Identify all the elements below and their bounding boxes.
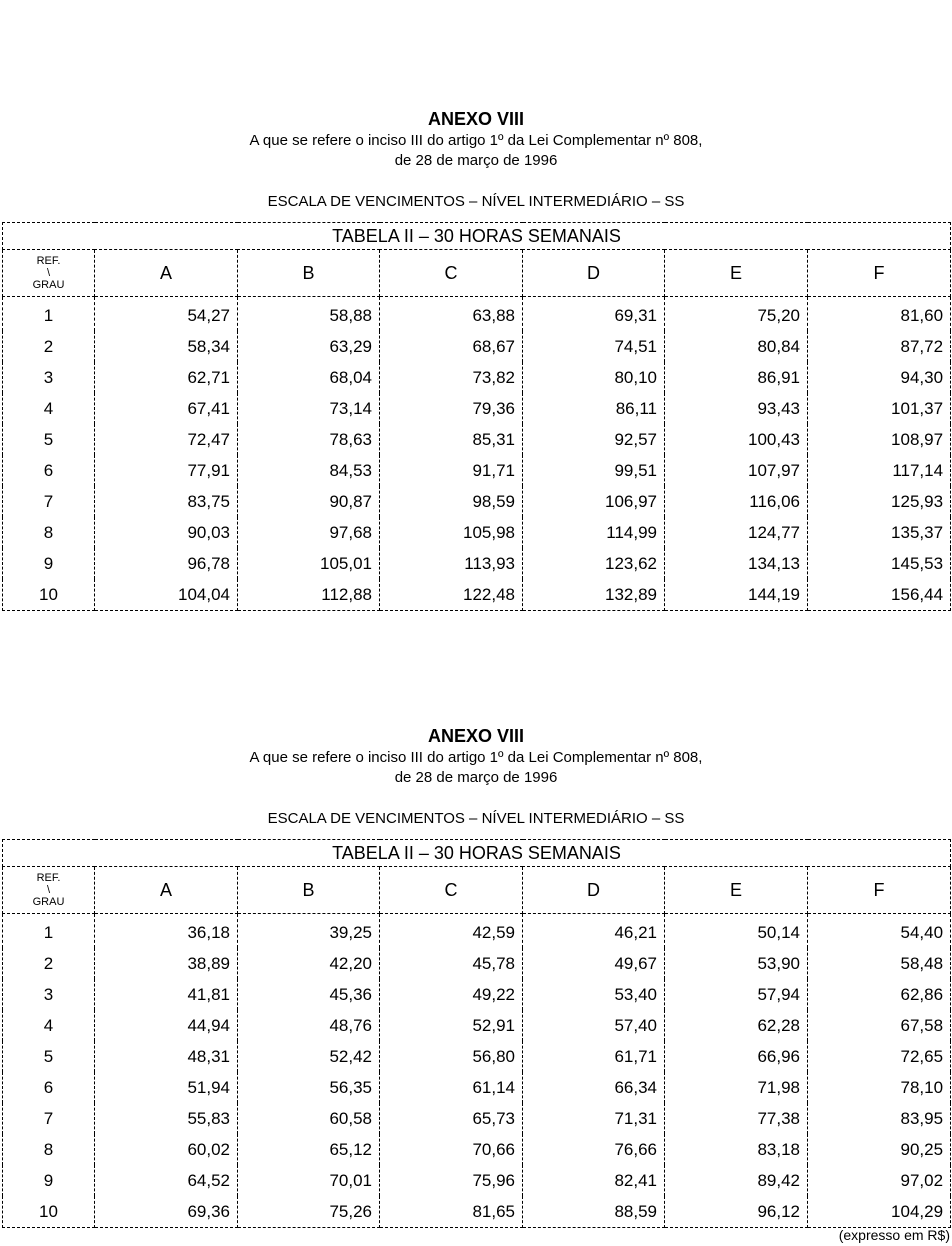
column-header: C xyxy=(380,867,523,914)
value-cell: 86,11 xyxy=(523,393,665,424)
value-cell: 62,28 xyxy=(665,1010,808,1041)
scale-title: ESCALA DE VENCIMENTOS – NÍVEL INTERMEDIÁRIO – SS xyxy=(267,810,685,827)
value-cell: 84,53 xyxy=(238,455,380,486)
value-cell: 78,10 xyxy=(808,1072,951,1103)
table-row xyxy=(3,914,951,949)
value-cell: 69,36 xyxy=(95,1196,238,1228)
ref-cell: 8 xyxy=(3,517,95,548)
value-cell: 72,65 xyxy=(808,1041,951,1072)
table-row xyxy=(3,1103,951,1134)
ref-grau-label: REF. xyxy=(36,255,61,267)
column-header: B xyxy=(238,867,380,914)
table-row xyxy=(3,548,951,579)
ref-cell: 9 xyxy=(3,548,95,579)
salary-table xyxy=(2,222,951,611)
table-row xyxy=(3,1196,951,1228)
table-title: TABELA II – 30 HORAS SEMANAIS xyxy=(3,840,951,867)
value-cell: 75,26 xyxy=(238,1196,380,1228)
value-cell: 106,97 xyxy=(523,486,665,517)
value-cell: 70,01 xyxy=(238,1165,380,1196)
value-cell: 71,98 xyxy=(665,1072,808,1103)
ref-cell: 8 xyxy=(3,1134,95,1165)
table-row xyxy=(3,579,951,611)
value-cell: 45,36 xyxy=(238,979,380,1010)
ref-grau-label: GRAU xyxy=(32,279,65,291)
table-row xyxy=(3,424,951,455)
value-cell: 67,41 xyxy=(95,393,238,424)
value-cell: 57,94 xyxy=(665,979,808,1010)
value-cell: 65,12 xyxy=(238,1134,380,1165)
value-cell: 58,88 xyxy=(238,297,380,332)
value-cell: 75,96 xyxy=(380,1165,523,1196)
ref-cell: 2 xyxy=(3,331,95,362)
ref-cell: 4 xyxy=(3,1010,95,1041)
value-cell: 96,12 xyxy=(665,1196,808,1228)
ref-cell: 5 xyxy=(3,424,95,455)
value-cell: 156,44 xyxy=(808,579,951,611)
value-cell: 62,71 xyxy=(95,362,238,393)
table-row xyxy=(3,1010,951,1041)
value-cell: 83,75 xyxy=(95,486,238,517)
value-cell: 41,81 xyxy=(95,979,238,1010)
value-cell: 44,94 xyxy=(95,1010,238,1041)
value-cell: 36,18 xyxy=(95,914,238,949)
ref-cell: 1 xyxy=(3,297,95,332)
value-cell: 135,37 xyxy=(808,517,951,548)
value-cell: 107,97 xyxy=(665,455,808,486)
value-cell: 55,83 xyxy=(95,1103,238,1134)
value-cell: 81,65 xyxy=(380,1196,523,1228)
column-header: B xyxy=(238,250,380,297)
value-cell: 54,27 xyxy=(95,297,238,332)
column-header: C xyxy=(380,250,523,297)
value-cell: 80,10 xyxy=(523,362,665,393)
ref-cell: 10 xyxy=(3,579,95,611)
value-cell: 73,14 xyxy=(238,393,380,424)
value-cell: 74,51 xyxy=(523,331,665,362)
value-cell: 125,93 xyxy=(808,486,951,517)
annex-subtitle-line2: de 28 de março de 1996 xyxy=(394,769,558,786)
annex-subtitle-line1: A que se refere o inciso III do artigo 1º da Lei Complementar nº 808, xyxy=(249,749,703,766)
column-header: A xyxy=(95,867,238,914)
value-cell: 112,88 xyxy=(238,579,380,611)
ref-grau-label: \ xyxy=(46,884,51,896)
value-cell: 50,14 xyxy=(665,914,808,949)
annex-title: ANEXO VIII xyxy=(427,109,525,129)
ref-cell: 10 xyxy=(3,1196,95,1228)
value-cell: 114,99 xyxy=(523,517,665,548)
value-cell: 83,95 xyxy=(808,1103,951,1134)
value-cell: 51,94 xyxy=(95,1072,238,1103)
value-cell: 88,59 xyxy=(523,1196,665,1228)
value-cell: 38,89 xyxy=(95,948,238,979)
ref-cell: 2 xyxy=(3,948,95,979)
value-cell: 49,22 xyxy=(380,979,523,1010)
value-cell: 63,88 xyxy=(380,297,523,332)
ref-grau-label: GRAU xyxy=(32,896,65,908)
table-row xyxy=(3,486,951,517)
table-title: TABELA II – 30 HORAS SEMANAIS xyxy=(3,223,951,250)
column-header: D xyxy=(523,250,665,297)
value-cell: 42,59 xyxy=(380,914,523,949)
table-row xyxy=(3,948,951,979)
value-cell: 86,91 xyxy=(665,362,808,393)
table-row xyxy=(3,1041,951,1072)
value-cell: 73,82 xyxy=(380,362,523,393)
column-header: F xyxy=(808,867,951,914)
ref-cell: 1 xyxy=(3,914,95,949)
value-cell: 52,42 xyxy=(238,1041,380,1072)
value-cell: 132,89 xyxy=(523,579,665,611)
value-cell: 69,31 xyxy=(523,297,665,332)
value-cell: 87,72 xyxy=(808,331,951,362)
value-cell: 96,78 xyxy=(95,548,238,579)
value-cell: 77,91 xyxy=(95,455,238,486)
value-cell: 70,66 xyxy=(380,1134,523,1165)
value-cell: 104,29 xyxy=(808,1196,951,1228)
value-cell: 68,67 xyxy=(380,331,523,362)
value-cell: 48,31 xyxy=(95,1041,238,1072)
value-cell: 72,47 xyxy=(95,424,238,455)
value-cell: 61,14 xyxy=(380,1072,523,1103)
value-cell: 49,67 xyxy=(523,948,665,979)
value-cell: 90,03 xyxy=(95,517,238,548)
value-cell: 76,66 xyxy=(523,1134,665,1165)
ref-grau-label: REF. xyxy=(36,872,61,884)
value-cell: 105,01 xyxy=(238,548,380,579)
column-header: D xyxy=(523,867,665,914)
column-header: E xyxy=(665,250,808,297)
value-cell: 123,62 xyxy=(523,548,665,579)
value-cell: 89,42 xyxy=(665,1165,808,1196)
table-row xyxy=(3,455,951,486)
value-cell: 93,43 xyxy=(665,393,808,424)
ref-cell: 6 xyxy=(3,1072,95,1103)
value-cell: 45,78 xyxy=(380,948,523,979)
ref-cell: 9 xyxy=(3,1165,95,1196)
value-cell: 46,21 xyxy=(523,914,665,949)
table-row xyxy=(3,297,951,332)
value-cell: 68,04 xyxy=(238,362,380,393)
ref-cell: 5 xyxy=(3,1041,95,1072)
ref-grau-label: \ xyxy=(46,267,51,279)
value-cell: 57,40 xyxy=(523,1010,665,1041)
value-cell: 61,71 xyxy=(523,1041,665,1072)
value-cell: 62,86 xyxy=(808,979,951,1010)
value-cell: 77,38 xyxy=(665,1103,808,1134)
column-header: A xyxy=(95,250,238,297)
value-cell: 67,58 xyxy=(808,1010,951,1041)
value-cell: 66,34 xyxy=(523,1072,665,1103)
ref-cell: 3 xyxy=(3,362,95,393)
column-header: E xyxy=(665,867,808,914)
value-cell: 144,19 xyxy=(665,579,808,611)
ref-grau-header xyxy=(3,867,95,914)
ref-cell: 4 xyxy=(3,393,95,424)
value-cell: 122,48 xyxy=(380,579,523,611)
table-row xyxy=(3,1072,951,1103)
value-cell: 108,97 xyxy=(808,424,951,455)
value-cell: 56,35 xyxy=(238,1072,380,1103)
value-cell: 82,41 xyxy=(523,1165,665,1196)
value-cell: 99,51 xyxy=(523,455,665,486)
value-cell: 60,58 xyxy=(238,1103,380,1134)
value-cell: 54,40 xyxy=(808,914,951,949)
value-cell: 81,60 xyxy=(808,297,951,332)
column-header: F xyxy=(808,250,951,297)
ref-cell: 7 xyxy=(3,486,95,517)
value-cell: 52,91 xyxy=(380,1010,523,1041)
value-cell: 65,73 xyxy=(380,1103,523,1134)
value-cell: 117,14 xyxy=(808,455,951,486)
value-cell: 78,63 xyxy=(238,424,380,455)
value-cell: 97,02 xyxy=(808,1165,951,1196)
value-cell: 79,36 xyxy=(380,393,523,424)
value-cell: 42,20 xyxy=(238,948,380,979)
ref-grau-header xyxy=(3,250,95,297)
currency-footnote: (expresso em R$) xyxy=(838,1227,950,1243)
value-cell: 116,06 xyxy=(665,486,808,517)
annex-subtitle-line2: de 28 de março de 1996 xyxy=(394,152,558,169)
table-row xyxy=(3,1134,951,1165)
table-row xyxy=(3,362,951,393)
value-cell: 98,59 xyxy=(380,486,523,517)
value-cell: 63,29 xyxy=(238,331,380,362)
value-cell: 64,52 xyxy=(95,1165,238,1196)
annex-subtitle-line1: A que se refere o inciso III do artigo 1º da Lei Complementar nº 808, xyxy=(249,132,703,149)
value-cell: 39,25 xyxy=(238,914,380,949)
value-cell: 66,96 xyxy=(665,1041,808,1072)
annex-title: ANEXO VIII xyxy=(427,726,525,746)
ref-cell: 3 xyxy=(3,979,95,1010)
value-cell: 58,48 xyxy=(808,948,951,979)
salary-table xyxy=(2,839,951,1228)
value-cell: 75,20 xyxy=(665,297,808,332)
table-row xyxy=(3,331,951,362)
ref-cell: 7 xyxy=(3,1103,95,1134)
value-cell: 134,13 xyxy=(665,548,808,579)
table-row xyxy=(3,979,951,1010)
value-cell: 90,87 xyxy=(238,486,380,517)
value-cell: 94,30 xyxy=(808,362,951,393)
value-cell: 53,40 xyxy=(523,979,665,1010)
value-cell: 83,18 xyxy=(665,1134,808,1165)
value-cell: 113,93 xyxy=(380,548,523,579)
value-cell: 92,57 xyxy=(523,424,665,455)
table-row xyxy=(3,393,951,424)
value-cell: 60,02 xyxy=(95,1134,238,1165)
table-row xyxy=(3,517,951,548)
value-cell: 53,90 xyxy=(665,948,808,979)
value-cell: 58,34 xyxy=(95,331,238,362)
table-row xyxy=(3,1165,951,1196)
value-cell: 80,84 xyxy=(665,331,808,362)
value-cell: 71,31 xyxy=(523,1103,665,1134)
value-cell: 56,80 xyxy=(380,1041,523,1072)
value-cell: 90,25 xyxy=(808,1134,951,1165)
value-cell: 48,76 xyxy=(238,1010,380,1041)
scale-title: ESCALA DE VENCIMENTOS – NÍVEL INTERMEDIÁRIO – SS xyxy=(267,193,685,210)
value-cell: 145,53 xyxy=(808,548,951,579)
value-cell: 101,37 xyxy=(808,393,951,424)
value-cell: 97,68 xyxy=(238,517,380,548)
value-cell: 91,71 xyxy=(380,455,523,486)
value-cell: 100,43 xyxy=(665,424,808,455)
value-cell: 85,31 xyxy=(380,424,523,455)
value-cell: 105,98 xyxy=(380,517,523,548)
ref-cell: 6 xyxy=(3,455,95,486)
value-cell: 124,77 xyxy=(665,517,808,548)
value-cell: 104,04 xyxy=(95,579,238,611)
